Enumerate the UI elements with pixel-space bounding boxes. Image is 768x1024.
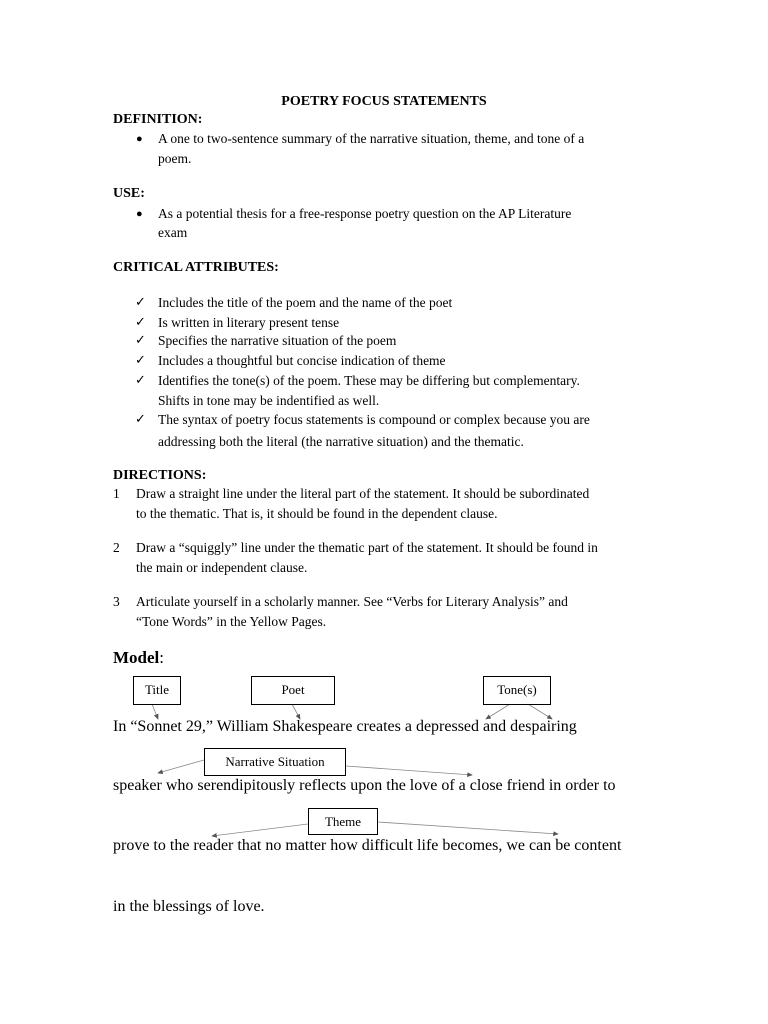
checkmark-icon: ✓ [135, 294, 146, 309]
label-box-tone: Tone(s) [483, 676, 551, 705]
bullet-dot-icon: ● [136, 133, 143, 145]
direction-line: to the thematic. That is, it should be found in the dependent clause. [136, 506, 498, 521]
checkmark-icon: ✓ [135, 411, 146, 426]
direction-line: Articulate yourself in a scholarly manner. See “Verbs for Literary Analysis” and [136, 594, 568, 609]
page-title: POETRY FOCUS STATEMENTS [281, 94, 487, 109]
model-heading-text: Model [113, 648, 160, 667]
checkmark-icon: ✓ [135, 352, 146, 367]
direction-number: 2 [113, 540, 120, 555]
direction-number: 3 [113, 594, 120, 609]
label-box-theme: Theme [308, 808, 378, 835]
use-line-1: As a potential thesis for a free-response poetry question on the AP Literature [158, 206, 572, 221]
use-line-2: exam [158, 225, 188, 240]
attribute-item: The syntax of poetry focus statements is compound or complex because you are [158, 412, 590, 427]
direction-line: Draw a “squiggly” line under the thematic part of the statement. It should be found in [136, 540, 598, 555]
directions-heading: DIRECTIONS: [113, 468, 207, 483]
direction-line: the main or independent clause. [136, 560, 308, 575]
model-sentence-line: in the blessings of love. [113, 898, 265, 915]
arrow-icon [158, 760, 204, 773]
definition-line-2: poem. [158, 151, 192, 166]
attribute-item: Includes a thoughtful but concise indication of theme [158, 353, 446, 368]
critical-attributes-heading: CRITICAL ATTRIBUTES: [113, 260, 279, 275]
definition-line-1: A one to two-sentence summary of the narrative situation, theme, and tone of a [158, 131, 585, 146]
arrow-icon [346, 766, 472, 775]
model-sentence-line: prove to the reader that no matter how difficult life becomes, we can be content [113, 837, 622, 854]
arrow-icon [152, 704, 158, 719]
label-box-poet: Poet [251, 676, 335, 705]
arrow-icon [212, 824, 308, 836]
model-sentence-line: In “Sonnet 29,” William Shakespeare creates a depressed and despairing [113, 718, 577, 735]
direction-number: 1 [113, 486, 120, 501]
checkmark-icon: ✓ [135, 314, 146, 329]
use-heading: USE: [113, 186, 145, 201]
bullet-dot-icon: ● [136, 208, 143, 220]
label-box-title: Title [133, 676, 181, 705]
arrow-icon [292, 704, 300, 719]
arrow-icon [528, 704, 552, 719]
checkmark-icon: ✓ [135, 372, 146, 387]
attribute-item: Identifies the tone(s) of the poem. These may be differing but complementary. [158, 373, 580, 388]
direction-line: “Tone Words” in the Yellow Pages. [136, 614, 327, 629]
model-sentence-line: speaker who serendipitously reflects upon the love of a close friend in order to [113, 777, 616, 794]
label-box-narrative-situation: Narrative Situation [204, 748, 346, 776]
definition-heading: DEFINITION: [113, 112, 203, 127]
direction-line: Draw a straight line under the literal part of the statement. It should be subordinated [136, 486, 590, 501]
attribute-item-continued: Shifts in tone may be indentified as well. [158, 393, 380, 408]
checkmark-icon: ✓ [135, 332, 146, 347]
attribute-item: Specifies the narrative situation of the poem [158, 333, 397, 348]
attribute-item-continued: addressing both the literal (the narrative situation) and the thematic. [158, 434, 524, 449]
arrow-icon [378, 822, 558, 834]
model-heading-colon: : [159, 648, 165, 667]
attribute-item: Is written in literary present tense [158, 315, 340, 330]
attribute-item: Includes the title of the poem and the name of the poet [158, 295, 453, 310]
arrow-icon [486, 704, 510, 719]
